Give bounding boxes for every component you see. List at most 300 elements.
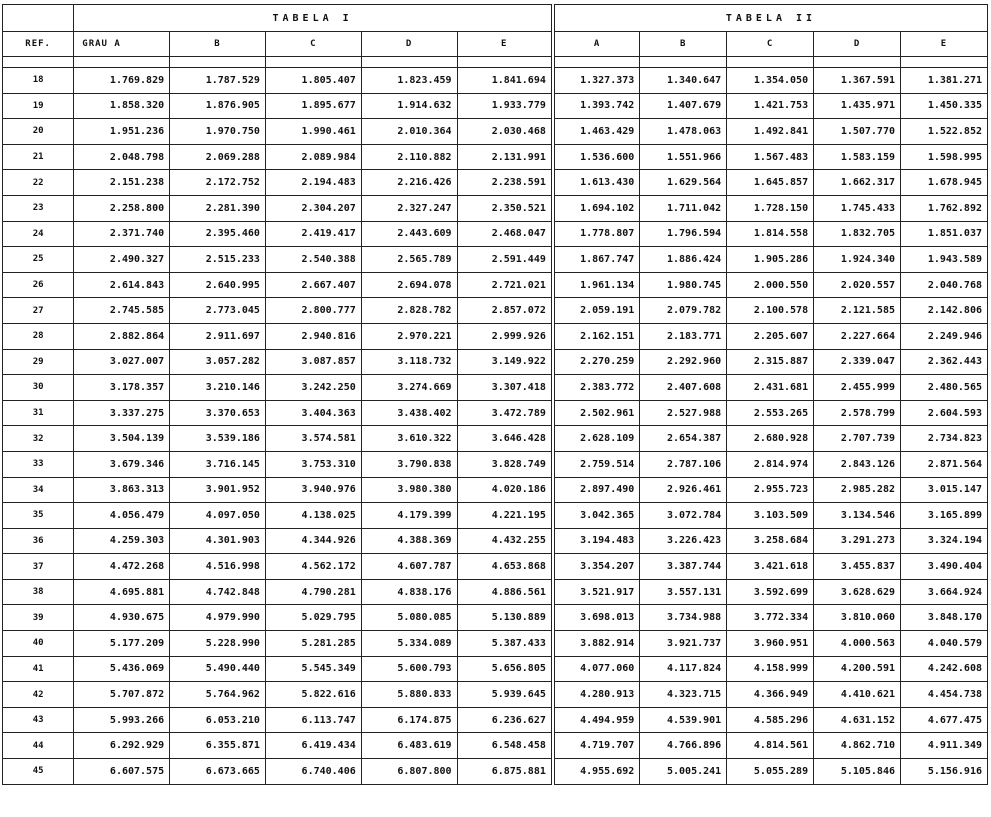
tabela-1-cell: 1.841.694 xyxy=(457,68,553,94)
tabela-2-cell: 1.551.966 xyxy=(640,144,727,170)
tabela-2-title: TABELA II xyxy=(553,5,988,32)
tabela-2-cell: 4.040.579 xyxy=(901,631,988,657)
tabela-1-cell: 5.939.645 xyxy=(457,682,553,708)
tabela-1-cell: 4.388.369 xyxy=(361,528,457,554)
tabela-1-title: TABELA I xyxy=(74,5,553,32)
tabela-1-cell: 2.540.388 xyxy=(265,247,361,273)
table-row xyxy=(3,426,988,452)
tabela-1-cell: 2.857.072 xyxy=(457,298,553,324)
tabela-2-cell: 4.000.563 xyxy=(814,631,901,657)
tabela-1-cell: 2.010.364 xyxy=(361,119,457,145)
tabela-2-cell: 3.960.951 xyxy=(727,631,814,657)
tabela-1-cell: 5.764.962 xyxy=(170,682,266,708)
tabela-2-cell: 2.926.461 xyxy=(640,477,727,503)
ref-title-spacer xyxy=(3,5,74,32)
tabela-2-cell: 2.628.109 xyxy=(553,426,640,452)
tabela-2-cell: 4.242.608 xyxy=(901,656,988,682)
tabela-1-cell: 2.069.288 xyxy=(170,144,266,170)
ref-cell: 32 xyxy=(3,426,74,452)
table-row xyxy=(3,503,988,529)
tabela-2-cell: 2.527.988 xyxy=(640,400,727,426)
table-row xyxy=(3,477,988,503)
tabela-2-cell: 1.924.340 xyxy=(814,247,901,273)
tabela-2-cell: 1.354.050 xyxy=(727,68,814,94)
tabela-1-cell: 3.940.976 xyxy=(265,477,361,503)
ref-cell: 20 xyxy=(3,119,74,145)
salary-table xyxy=(2,4,988,785)
tabela-1-cell: 2.048.798 xyxy=(74,144,170,170)
tabela-1-cell: 4.138.025 xyxy=(265,503,361,529)
tabela-1-cell: 5.545.349 xyxy=(265,656,361,682)
tabela-2-cell: 5.105.846 xyxy=(814,759,901,785)
tabela-2-cell: 1.463.429 xyxy=(553,119,640,145)
tabela-1-cell: 1.858.320 xyxy=(74,93,170,119)
tabela-2-cell: 2.553.265 xyxy=(727,400,814,426)
tabela-2-cell: 2.270.259 xyxy=(553,349,640,375)
tabela-2-cell: 3.042.365 xyxy=(553,503,640,529)
gap-cell xyxy=(901,57,988,68)
tabela-1-cell: 4.979.990 xyxy=(170,605,266,631)
tabela-1-cell: 6.419.434 xyxy=(265,733,361,759)
tabela-1-cell: 2.614.843 xyxy=(74,272,170,298)
tabela-1-cell: 3.027.007 xyxy=(74,349,170,375)
tabela-1-cell: 3.242.250 xyxy=(265,375,361,401)
tabela-2-cell: 1.381.271 xyxy=(901,68,988,94)
tabela-2-cell: 1.943.589 xyxy=(901,247,988,273)
tabela-1-cell: 4.179.399 xyxy=(361,503,457,529)
tabela-1-cell: 5.080.085 xyxy=(361,605,457,631)
ref-cell: 24 xyxy=(3,221,74,247)
tabela-1-cell: 5.130.889 xyxy=(457,605,553,631)
tabela-1-cell: 4.344.926 xyxy=(265,528,361,554)
tabela-1-header: B xyxy=(170,32,266,57)
tabela-1-cell: 2.882.864 xyxy=(74,323,170,349)
tabela-2-cell: 2.249.946 xyxy=(901,323,988,349)
gap-cell xyxy=(727,57,814,68)
tabela-1-cell: 5.029.795 xyxy=(265,605,361,631)
tabela-2-cell: 2.339.047 xyxy=(814,349,901,375)
tabela-2-cell: 1.478.063 xyxy=(640,119,727,145)
tabela-1-cell: 4.221.195 xyxy=(457,503,553,529)
tabela-1-cell: 2.800.777 xyxy=(265,298,361,324)
tabela-2-cell: 1.645.857 xyxy=(727,170,814,196)
tabela-1-cell: 5.707.872 xyxy=(74,682,170,708)
tabela-2-cell: 2.871.564 xyxy=(901,451,988,477)
table-row xyxy=(3,170,988,196)
ref-cell: 18 xyxy=(3,68,74,94)
tabela-2-cell: 4.366.949 xyxy=(727,682,814,708)
tabela-1-cell: 2.745.585 xyxy=(74,298,170,324)
tabela-2-cell: 2.843.126 xyxy=(814,451,901,477)
tabela-1-cell: 4.607.787 xyxy=(361,554,457,580)
tabela-2-cell: 3.291.273 xyxy=(814,528,901,554)
tabela-2-cell: 1.980.745 xyxy=(640,272,727,298)
tabela-1-cell: 6.174.875 xyxy=(361,707,457,733)
ref-cell: 31 xyxy=(3,400,74,426)
tabela-1-cell: 4.886.561 xyxy=(457,579,553,605)
ref-cell: 42 xyxy=(3,682,74,708)
gap-cell xyxy=(3,57,74,68)
tabela-1-cell: 3.610.322 xyxy=(361,426,457,452)
tabela-1-cell: 6.113.747 xyxy=(265,707,361,733)
ref-cell: 23 xyxy=(3,195,74,221)
tabela-2-cell: 1.367.591 xyxy=(814,68,901,94)
tabela-1-cell: 2.565.789 xyxy=(361,247,457,273)
tabela-1-cell: 1.990.461 xyxy=(265,119,361,145)
tabela-2-cell: 2.955.723 xyxy=(727,477,814,503)
table-title-row xyxy=(3,5,988,32)
gap-cell xyxy=(265,57,361,68)
tabela-1-cell: 2.443.609 xyxy=(361,221,457,247)
salary-table-document xyxy=(2,4,988,812)
table-row xyxy=(3,579,988,605)
tabela-1-cell: 6.053.210 xyxy=(170,707,266,733)
tabela-1-cell: 2.640.995 xyxy=(170,272,266,298)
tabela-2-cell: 1.886.424 xyxy=(640,247,727,273)
tabela-1-cell: 2.694.078 xyxy=(361,272,457,298)
table-row xyxy=(3,195,988,221)
ref-cell: 35 xyxy=(3,503,74,529)
table-row xyxy=(3,68,988,94)
tabela-1-cell: 3.828.749 xyxy=(457,451,553,477)
tabela-1-header: C xyxy=(265,32,361,57)
ref-cell: 29 xyxy=(3,349,74,375)
tabela-2-cell: 2.205.607 xyxy=(727,323,814,349)
tabela-1-cell: 1.914.632 xyxy=(361,93,457,119)
tabela-2-cell: 5.005.241 xyxy=(640,759,727,785)
tabela-1-cell: 3.901.952 xyxy=(170,477,266,503)
tabela-1-cell: 4.472.268 xyxy=(74,554,170,580)
tabela-2-cell: 3.455.837 xyxy=(814,554,901,580)
gap-cell xyxy=(170,57,266,68)
tabela-2-cell: 3.258.684 xyxy=(727,528,814,554)
tabela-1-cell: 3.057.282 xyxy=(170,349,266,375)
tabela-1-cell: 2.970.221 xyxy=(361,323,457,349)
ref-cell: 33 xyxy=(3,451,74,477)
ref-cell: 43 xyxy=(3,707,74,733)
tabela-2-cell: 1.340.647 xyxy=(640,68,727,94)
tabela-2-cell: 1.567.483 xyxy=(727,144,814,170)
tabela-1-cell: 5.993.266 xyxy=(74,707,170,733)
tabela-2-cell: 4.814.561 xyxy=(727,733,814,759)
tabela-2-cell: 3.734.988 xyxy=(640,605,727,631)
tabela-1-cell: 4.301.903 xyxy=(170,528,266,554)
tabela-1-cell: 3.863.313 xyxy=(74,477,170,503)
tabela-2-cell: 3.628.629 xyxy=(814,579,901,605)
table-row xyxy=(3,93,988,119)
tabela-2-cell: 3.490.404 xyxy=(901,554,988,580)
tabela-2-cell: 2.183.771 xyxy=(640,323,727,349)
tabela-2-cell: 4.410.621 xyxy=(814,682,901,708)
tabela-2-cell: 1.778.807 xyxy=(553,221,640,247)
tabela-1-cell: 3.574.581 xyxy=(265,426,361,452)
tabela-2-cell: 2.407.608 xyxy=(640,375,727,401)
tabela-1-cell: 5.656.805 xyxy=(457,656,553,682)
tabela-2-cell: 1.613.430 xyxy=(553,170,640,196)
tabela-2-cell: 4.323.715 xyxy=(640,682,727,708)
tabela-2-header: D xyxy=(814,32,901,57)
tabela-2-cell: 1.407.679 xyxy=(640,93,727,119)
tabela-1-cell: 3.980.380 xyxy=(361,477,457,503)
tabela-2-cell: 1.662.317 xyxy=(814,170,901,196)
ref-cell: 34 xyxy=(3,477,74,503)
tabela-2-cell: 3.698.013 xyxy=(553,605,640,631)
tabela-2-cell: 4.200.591 xyxy=(814,656,901,682)
table-row xyxy=(3,682,988,708)
tabela-1-cell: 4.790.281 xyxy=(265,579,361,605)
tabela-1-cell: 2.721.021 xyxy=(457,272,553,298)
tabela-2-cell: 1.867.747 xyxy=(553,247,640,273)
tabela-1-cell: 3.307.418 xyxy=(457,375,553,401)
tabela-2-cell: 3.882.914 xyxy=(553,631,640,657)
table-row xyxy=(3,144,988,170)
tabela-2-cell: 2.707.739 xyxy=(814,426,901,452)
tabela-2-cell: 1.814.558 xyxy=(727,221,814,247)
tabela-1-cell: 3.472.789 xyxy=(457,400,553,426)
tabela-1-cell: 1.876.905 xyxy=(170,93,266,119)
tabela-2-cell: 2.162.151 xyxy=(553,323,640,349)
tabela-2-cell: 3.557.131 xyxy=(640,579,727,605)
column-header-row xyxy=(3,32,988,57)
tabela-2-cell: 3.387.744 xyxy=(640,554,727,580)
tabela-2-cell: 1.522.852 xyxy=(901,119,988,145)
tabela-2-cell: 3.134.546 xyxy=(814,503,901,529)
tabela-2-cell: 2.787.106 xyxy=(640,451,727,477)
tabela-2-cell: 3.421.618 xyxy=(727,554,814,580)
tabela-1-cell: 1.970.750 xyxy=(170,119,266,145)
ref-cell: 38 xyxy=(3,579,74,605)
tabela-1-cell: 6.875.881 xyxy=(457,759,553,785)
tabela-2-cell: 4.677.475 xyxy=(901,707,988,733)
tabela-2-cell: 2.480.565 xyxy=(901,375,988,401)
tabela-2-cell: 2.455.999 xyxy=(814,375,901,401)
tabela-1-cell: 2.828.782 xyxy=(361,298,457,324)
tabela-1-cell: 2.281.390 xyxy=(170,195,266,221)
table-row xyxy=(3,119,988,145)
tabela-2-cell: 1.711.042 xyxy=(640,195,727,221)
tabela-1-cell: 2.194.483 xyxy=(265,170,361,196)
tabela-2-cell: 2.654.387 xyxy=(640,426,727,452)
tabela-2-cell: 3.324.194 xyxy=(901,528,988,554)
tabela-2-cell: 2.059.191 xyxy=(553,298,640,324)
ref-cell: 41 xyxy=(3,656,74,682)
tabela-1-cell: 2.151.238 xyxy=(74,170,170,196)
tabela-1-cell: 2.304.207 xyxy=(265,195,361,221)
gap-cell xyxy=(814,57,901,68)
tabela-2-cell: 3.354.207 xyxy=(553,554,640,580)
tabela-1-cell: 3.790.838 xyxy=(361,451,457,477)
gap-cell xyxy=(74,57,170,68)
tabela-2-cell: 2.604.593 xyxy=(901,400,988,426)
tabela-1-cell: 2.911.697 xyxy=(170,323,266,349)
tabela-1-cell: 5.436.069 xyxy=(74,656,170,682)
tabela-2-cell: 4.117.824 xyxy=(640,656,727,682)
tabela-2-cell: 1.598.995 xyxy=(901,144,988,170)
tabela-2-cell: 2.292.960 xyxy=(640,349,727,375)
tabela-2-cell: 2.680.928 xyxy=(727,426,814,452)
tabela-1-cell: 4.432.255 xyxy=(457,528,553,554)
tabela-1-cell: 5.822.616 xyxy=(265,682,361,708)
tabela-2-cell: 4.585.296 xyxy=(727,707,814,733)
tabela-2-cell: 2.040.768 xyxy=(901,272,988,298)
tabela-2-cell: 1.393.742 xyxy=(553,93,640,119)
ref-cell: 26 xyxy=(3,272,74,298)
table-row xyxy=(3,733,988,759)
tabela-1-cell: 5.490.440 xyxy=(170,656,266,682)
tabela-1-cell: 2.515.233 xyxy=(170,247,266,273)
tabela-2-cell: 2.985.282 xyxy=(814,477,901,503)
tabela-2-cell: 4.494.959 xyxy=(553,707,640,733)
tabela-1-cell: 3.504.139 xyxy=(74,426,170,452)
tabela-1-cell: 2.238.591 xyxy=(457,170,553,196)
tabela-2-cell: 4.454.738 xyxy=(901,682,988,708)
tabela-2-cell: 3.848.170 xyxy=(901,605,988,631)
ref-cell: 30 xyxy=(3,375,74,401)
tabela-1-cell: 2.216.426 xyxy=(361,170,457,196)
tabela-2-cell: 1.536.600 xyxy=(553,144,640,170)
tabela-2-cell: 4.539.901 xyxy=(640,707,727,733)
tabela-2-cell: 3.592.699 xyxy=(727,579,814,605)
tabela-2-cell: 3.194.483 xyxy=(553,528,640,554)
ref-cell: 45 xyxy=(3,759,74,785)
tabela-1-cell: 2.419.417 xyxy=(265,221,361,247)
tabela-2-cell: 2.121.585 xyxy=(814,298,901,324)
tabela-1-cell: 4.695.881 xyxy=(74,579,170,605)
tabela-2-cell: 1.583.159 xyxy=(814,144,901,170)
tabela-1-cell: 5.177.209 xyxy=(74,631,170,657)
tabela-2-cell: 2.100.578 xyxy=(727,298,814,324)
table-row xyxy=(3,323,988,349)
tabela-1-cell: 2.395.460 xyxy=(170,221,266,247)
tabela-1-cell: 3.274.669 xyxy=(361,375,457,401)
tabela-2-cell: 1.851.037 xyxy=(901,221,988,247)
tabela-2-header: C xyxy=(727,32,814,57)
tabela-2-cell: 3.772.334 xyxy=(727,605,814,631)
tabela-1-cell: 6.355.871 xyxy=(170,733,266,759)
tabela-2-cell: 1.961.134 xyxy=(553,272,640,298)
tabela-2-cell: 2.315.887 xyxy=(727,349,814,375)
ref-cell: 25 xyxy=(3,247,74,273)
tabela-1-cell: 2.468.047 xyxy=(457,221,553,247)
tabela-1-cell: 6.607.575 xyxy=(74,759,170,785)
tabela-2-cell: 1.832.705 xyxy=(814,221,901,247)
gap-cell xyxy=(457,57,553,68)
tabela-1-cell: 2.490.327 xyxy=(74,247,170,273)
tabela-2-cell: 1.796.594 xyxy=(640,221,727,247)
tabela-1-cell: 3.178.357 xyxy=(74,375,170,401)
tabela-2-cell: 4.631.152 xyxy=(814,707,901,733)
table-row xyxy=(3,298,988,324)
table-row xyxy=(3,272,988,298)
tabela-1-header: D xyxy=(361,32,457,57)
tabela-1-cell: 6.740.406 xyxy=(265,759,361,785)
tabela-2-cell: 3.521.917 xyxy=(553,579,640,605)
ref-cell: 36 xyxy=(3,528,74,554)
tabela-2-cell: 2.814.974 xyxy=(727,451,814,477)
tabela-2-cell: 2.578.799 xyxy=(814,400,901,426)
tabela-1-cell: 4.653.868 xyxy=(457,554,553,580)
table-row xyxy=(3,759,988,785)
tabela-1-cell: 4.056.479 xyxy=(74,503,170,529)
tabela-1-cell: 3.539.186 xyxy=(170,426,266,452)
tabela-2-cell: 2.000.550 xyxy=(727,272,814,298)
tabela-2-cell: 4.158.999 xyxy=(727,656,814,682)
tabela-1-cell: 5.880.833 xyxy=(361,682,457,708)
tabela-2-cell: 2.383.772 xyxy=(553,375,640,401)
tabela-2-cell: 1.327.373 xyxy=(553,68,640,94)
tabela-1-cell: 2.030.468 xyxy=(457,119,553,145)
tabela-1-cell: 4.097.050 xyxy=(170,503,266,529)
tabela-1-cell: 1.787.529 xyxy=(170,68,266,94)
table-row xyxy=(3,349,988,375)
table-row xyxy=(3,528,988,554)
tabela-2-cell: 3.015.147 xyxy=(901,477,988,503)
tabela-1-cell: 3.646.428 xyxy=(457,426,553,452)
tabela-2-cell: 5.156.916 xyxy=(901,759,988,785)
table-row xyxy=(3,451,988,477)
ref-cell: 19 xyxy=(3,93,74,119)
tabela-2-cell: 2.759.514 xyxy=(553,451,640,477)
tabela-1-cell: 2.172.752 xyxy=(170,170,266,196)
tabela-1-cell: 6.807.800 xyxy=(361,759,457,785)
tabela-1-cell: 1.951.236 xyxy=(74,119,170,145)
tabela-2-cell: 3.103.509 xyxy=(727,503,814,529)
tabela-2-cell: 2.227.664 xyxy=(814,323,901,349)
tabela-2-cell: 4.077.060 xyxy=(553,656,640,682)
tabela-1-cell: 1.895.677 xyxy=(265,93,361,119)
tabela-2-cell: 1.678.945 xyxy=(901,170,988,196)
ref-cell: 37 xyxy=(3,554,74,580)
tabela-2-cell: 1.421.753 xyxy=(727,93,814,119)
ref-cell: 27 xyxy=(3,298,74,324)
table-row xyxy=(3,554,988,580)
tabela-1-cell: 2.773.045 xyxy=(170,298,266,324)
tabela-1-cell: 1.933.779 xyxy=(457,93,553,119)
tabela-2-cell: 2.897.490 xyxy=(553,477,640,503)
tabela-2-cell: 2.431.681 xyxy=(727,375,814,401)
tabela-1-cell: 2.371.740 xyxy=(74,221,170,247)
tabela-1-cell: 3.716.145 xyxy=(170,451,266,477)
tabela-2-cell: 2.734.823 xyxy=(901,426,988,452)
tabela-1-cell: 4.742.848 xyxy=(170,579,266,605)
tabela-1-cell: 6.673.665 xyxy=(170,759,266,785)
tabela-2-cell: 4.911.349 xyxy=(901,733,988,759)
tabela-1-cell: 6.236.627 xyxy=(457,707,553,733)
tabela-1-cell: 6.548.458 xyxy=(457,733,553,759)
tabela-2-cell: 3.226.423 xyxy=(640,528,727,554)
table-row xyxy=(3,656,988,682)
tabela-2-cell: 1.762.892 xyxy=(901,195,988,221)
tabela-2-cell: 1.745.433 xyxy=(814,195,901,221)
tabela-2-cell: 4.766.896 xyxy=(640,733,727,759)
tabela-2-cell: 3.072.784 xyxy=(640,503,727,529)
tabela-1-cell: 3.337.275 xyxy=(74,400,170,426)
table-row xyxy=(3,375,988,401)
tabela-1-cell: 1.769.829 xyxy=(74,68,170,94)
tabela-2-cell: 4.955.692 xyxy=(553,759,640,785)
tabela-1-header: GRAU A xyxy=(74,32,170,57)
tabela-1-cell: 3.118.732 xyxy=(361,349,457,375)
tabela-2-cell: 2.020.557 xyxy=(814,272,901,298)
table-row xyxy=(3,400,988,426)
tabela-1-cell: 4.562.172 xyxy=(265,554,361,580)
tabela-2-header: B xyxy=(640,32,727,57)
table-row xyxy=(3,605,988,631)
table-row xyxy=(3,631,988,657)
tabela-2-cell: 4.280.913 xyxy=(553,682,640,708)
tabela-1-cell: 2.089.984 xyxy=(265,144,361,170)
table-row xyxy=(3,221,988,247)
